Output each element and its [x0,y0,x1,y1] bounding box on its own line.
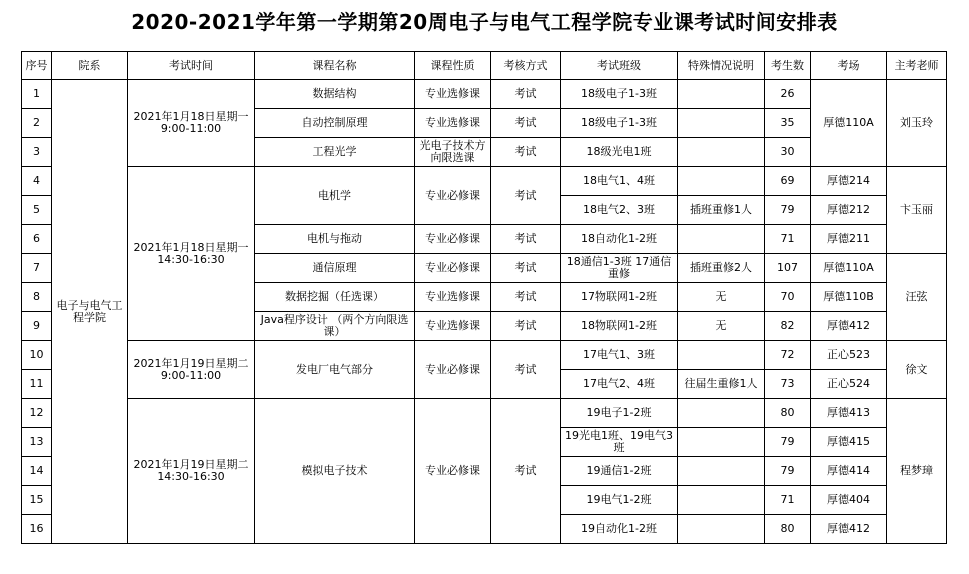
note-cell: 往届生重修1人 [678,370,765,399]
course-name-cell: Java程序设计 （两个方向限选课） [255,312,415,341]
exam-time-cell: 2021年1月19日星期二 9:00-11:00 [128,341,255,399]
header-cell: 主考老师 [887,52,947,80]
exam-class-cell: 18通信1-3班 17通信重修 [561,254,678,283]
course-nature-cell: 专业必修课 [415,254,491,283]
note-cell [678,167,765,196]
note-cell [678,428,765,457]
department-cell: 电子与电气工程学院 [52,80,128,544]
exam-class-cell: 19电子1-2班 [561,399,678,428]
header-cell: 院系 [52,52,128,80]
exam-room-cell: 厚德415 [811,428,887,457]
course-name-cell: 电机与拖动 [255,225,415,254]
exam-class-cell: 18级电子1-3班 [561,109,678,138]
course-nature-cell: 光电子技术方向限选课 [415,138,491,167]
exam-room-cell: 厚德110A [811,254,887,283]
row-number: 3 [22,138,52,167]
note-cell [678,138,765,167]
assessment-method-cell: 考试 [491,341,561,399]
student-count-cell: 80 [765,399,811,428]
course-nature-cell: 专业必修课 [415,167,491,225]
exam-class-cell: 19电气1-2班 [561,486,678,515]
row-number: 11 [22,370,52,399]
table-row [22,80,947,109]
exam-room-cell: 厚德412 [811,515,887,544]
note-cell [678,80,765,109]
examiner-cell: 程梦璋 [887,399,947,544]
exam-class-cell: 17电气1、3班 [561,341,678,370]
row-number: 4 [22,167,52,196]
header-cell: 课程名称 [255,52,415,80]
row-number: 2 [22,109,52,138]
exam-time-cell: 2021年1月18日星期一 14:30-16:30 [128,167,255,341]
exam-room-cell: 正心523 [811,341,887,370]
course-name-cell: 通信原理 [255,254,415,283]
note-cell [678,515,765,544]
student-count-cell: 70 [765,283,811,312]
note-cell [678,341,765,370]
assessment-method-cell: 考试 [491,254,561,283]
exam-room-cell: 厚德110A [811,80,887,167]
row-number: 16 [22,515,52,544]
assessment-method-cell: 考试 [491,80,561,109]
exam-room-cell: 厚德214 [811,167,887,196]
course-name-cell: 工程光学 [255,138,415,167]
header-cell: 考试时间 [128,52,255,80]
assessment-method-cell: 考试 [491,283,561,312]
course-name-cell: 发电厂电气部分 [255,341,415,399]
exam-class-cell: 18级电子1-3班 [561,80,678,109]
course-nature-cell: 专业选修课 [415,80,491,109]
exam-class-cell: 19光电1班、19电气3班 [561,428,678,457]
row-number: 10 [22,341,52,370]
note-cell: 插班重修2人 [678,254,765,283]
exam-room-cell: 厚德404 [811,486,887,515]
course-name-cell: 数据挖掘（任选课） [255,283,415,312]
header-row [22,52,947,80]
assessment-method-cell: 考试 [491,109,561,138]
exam-time-cell: 2021年1月18日星期一 9:00-11:00 [128,80,255,167]
student-count-cell: 30 [765,138,811,167]
assessment-method-cell: 考试 [491,167,561,225]
student-count-cell: 80 [765,515,811,544]
note-cell [678,399,765,428]
row-number: 13 [22,428,52,457]
exam-room-cell: 厚德212 [811,196,887,225]
header-cell: 特殊情况说明 [678,52,765,80]
student-count-cell: 69 [765,167,811,196]
student-count-cell: 73 [765,370,811,399]
note-cell: 无 [678,312,765,341]
note-cell: 插班重修1人 [678,196,765,225]
student-count-cell: 107 [765,254,811,283]
exam-time-cell: 2021年1月19日星期二 14:30-16:30 [128,399,255,544]
exam-class-cell: 17电气2、4班 [561,370,678,399]
assessment-method-cell: 考试 [491,312,561,341]
row-number: 5 [22,196,52,225]
course-nature-cell: 专业选修课 [415,109,491,138]
exam-room-cell: 厚德413 [811,399,887,428]
row-number: 15 [22,486,52,515]
header-cell: 考核方式 [491,52,561,80]
examiner-cell: 汪弦 [887,254,947,341]
note-cell [678,225,765,254]
row-number: 14 [22,457,52,486]
note-cell [678,457,765,486]
row-number: 1 [22,80,52,109]
course-nature-cell: 专业必修课 [415,341,491,399]
exam-room-cell: 正心524 [811,370,887,399]
examiner-cell: 刘玉玲 [887,80,947,167]
course-nature-cell: 专业选修课 [415,283,491,312]
exam-class-cell: 18电气1、4班 [561,167,678,196]
note-cell [678,109,765,138]
header-cell: 考生数 [765,52,811,80]
table-row [22,167,947,196]
student-count-cell: 71 [765,486,811,515]
row-number: 12 [22,399,52,428]
header-cell: 课程性质 [415,52,491,80]
header-cell: 序号 [22,52,52,80]
row-number: 8 [22,283,52,312]
exam-class-cell: 19通信1-2班 [561,457,678,486]
course-name-cell: 自动控制原理 [255,109,415,138]
exam-room-cell: 厚德412 [811,312,887,341]
student-count-cell: 79 [765,428,811,457]
course-nature-cell: 专业选修课 [415,312,491,341]
note-cell: 无 [678,283,765,312]
exam-room-cell: 厚德110B [811,283,887,312]
exam-class-cell: 18自动化1-2班 [561,225,678,254]
exam-room-cell: 厚德414 [811,457,887,486]
exam-class-cell: 17物联网1-2班 [561,283,678,312]
course-name-cell: 电机学 [255,167,415,225]
exam-schedule-table [21,51,947,544]
student-count-cell: 79 [765,196,811,225]
assessment-method-cell: 考试 [491,138,561,167]
exam-room-cell: 厚德211 [811,225,887,254]
course-name-cell: 模拟电子技术 [255,399,415,544]
table-row [22,399,947,428]
header-cell: 考试班级 [561,52,678,80]
row-number: 6 [22,225,52,254]
course-nature-cell: 专业必修课 [415,225,491,254]
assessment-method-cell: 考试 [491,399,561,544]
assessment-method-cell: 考试 [491,225,561,254]
student-count-cell: 82 [765,312,811,341]
student-count-cell: 26 [765,80,811,109]
header-cell: 考场 [811,52,887,80]
student-count-cell: 72 [765,341,811,370]
exam-class-cell: 19自动化1-2班 [561,515,678,544]
student-count-cell: 35 [765,109,811,138]
examiner-cell: 徐文 [887,341,947,399]
row-number: 7 [22,254,52,283]
note-cell [678,486,765,515]
student-count-cell: 71 [765,225,811,254]
student-count-cell: 79 [765,457,811,486]
row-number: 9 [22,312,52,341]
course-nature-cell: 专业必修课 [415,399,491,544]
exam-class-cell: 18物联网1-2班 [561,312,678,341]
page-title: 2020-2021学年第一学期第20周电子与电气工程学院专业课考试时间安排表 [131,10,838,34]
exam-class-cell: 18级光电1班 [561,138,678,167]
table-row [22,341,947,370]
exam-class-cell: 18电气2、3班 [561,196,678,225]
course-name-cell: 数据结构 [255,80,415,109]
examiner-cell: 卞玉丽 [887,167,947,254]
